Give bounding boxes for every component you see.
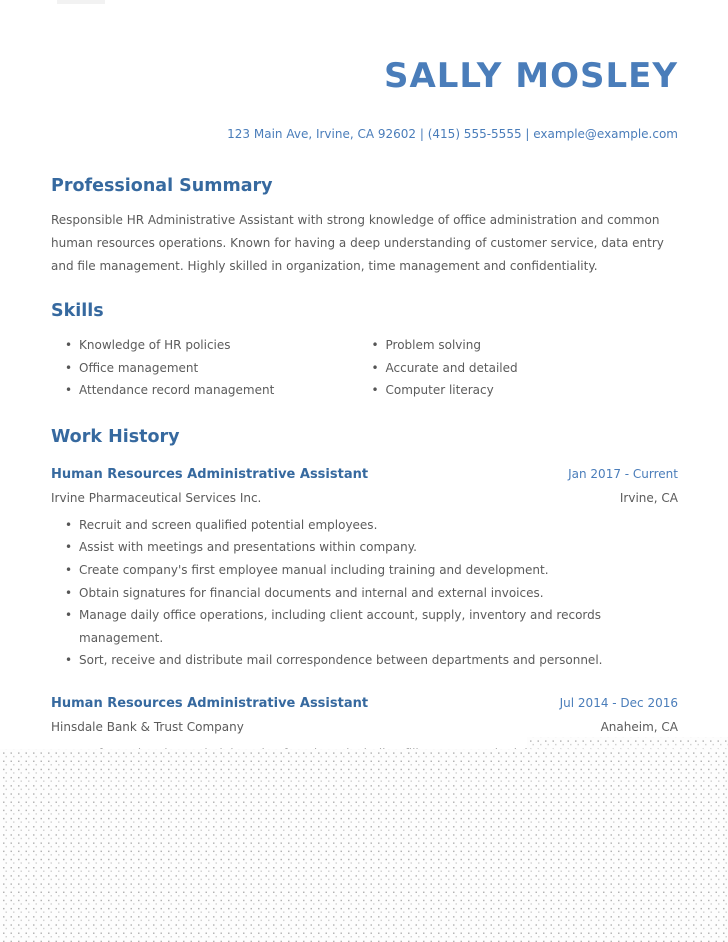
job-duty: • Obtain signatures for financial documents and internal and external invoices. <box>65 582 678 605</box>
halftone-dot-pattern <box>0 749 728 942</box>
job-location: Anaheim, CA <box>600 719 678 734</box>
job-location: Irvine, CA <box>619 490 678 505</box>
skill-item: • Accurate and detailed <box>372 357 679 380</box>
work-history-section-heading: Work History <box>51 426 180 447</box>
skill-item: • Office management <box>65 357 372 380</box>
job-entry <box>51 466 678 672</box>
job-title: Human Resources Administrative Assistant <box>51 695 369 711</box>
summary-section-heading: Professional Summary <box>51 176 273 196</box>
job-duty: • Sort, receive and distribute mail correspondence between departments and personnel. <box>65 649 678 672</box>
skills-columns <box>65 334 678 402</box>
job-dates: Jul 2014 - Dec 2016 <box>559 695 678 710</box>
contact-line: 123 Main Ave, Irvine, CA 92602 | (415) 555-5555 | example@example.com <box>227 127 678 141</box>
skills-column-left <box>65 334 372 402</box>
job-company-row <box>51 491 678 506</box>
skills-section-heading: Skills <box>51 301 104 321</box>
skill-item: • Attendance record management <box>65 379 372 402</box>
skill-item: • Knowledge of HR policies <box>65 334 372 357</box>
candidate-name: SALLY MOSLEY <box>383 56 678 96</box>
job-company-row <box>51 720 678 735</box>
job-duty: • Assist with meetings and presentations within company. <box>65 536 678 559</box>
job-dates: Jan 2017 - Current <box>568 466 678 481</box>
job-company: Hinsdale Bank & Trust Company <box>51 719 244 734</box>
skill-item: • Computer literacy <box>372 379 679 402</box>
job-duty: • Manage daily office operations, including client account, supply, inventory and records management. <box>65 604 678 649</box>
job-duties-list <box>65 514 678 672</box>
summary-text: Responsible HR Administrative Assistant with strong knowledge of office administration and common human resources operations. Known for having a deep understanding of customer service, data entry and file management. Highly skilled in organization, time management and confidentiality. <box>51 213 664 273</box>
skill-item: • Problem solving <box>372 334 679 357</box>
scan-artifact <box>57 0 105 4</box>
job-title-row <box>51 466 678 483</box>
job-title: Human Resources Administrative Assistant <box>51 466 369 482</box>
job-duty: • Recruit and screen qualified potential employees. <box>65 514 678 537</box>
job-title-row <box>51 695 678 712</box>
job-duty: • Create company's first employee manual including training and development. <box>65 559 678 582</box>
skills-column-right <box>372 334 679 402</box>
job-company: Irvine Pharmaceutical Services Inc. <box>51 490 262 505</box>
